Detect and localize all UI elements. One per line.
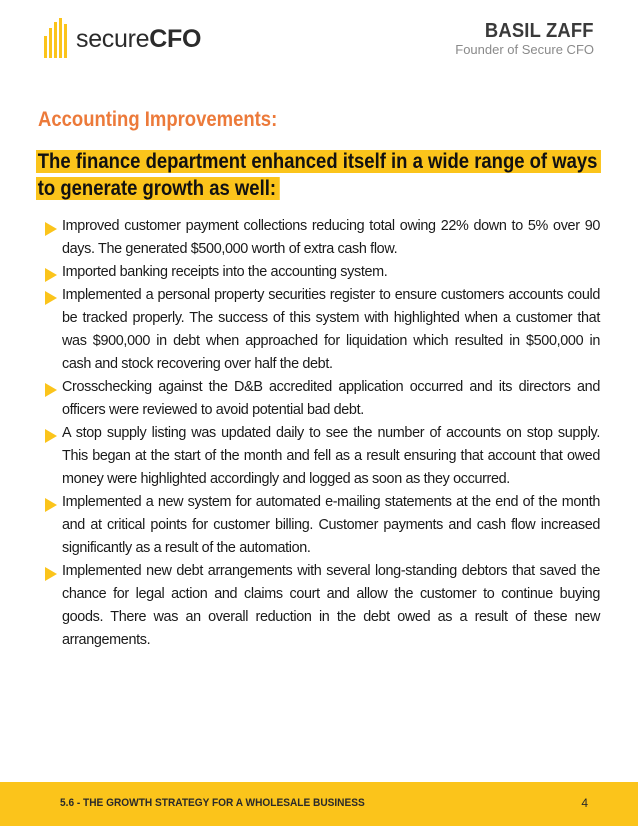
author-name: BASIL ZAFF	[485, 20, 594, 42]
page-footer	[0, 782, 638, 826]
triangle-bullet-icon	[45, 567, 57, 581]
triangle-bullet-icon	[45, 268, 57, 282]
logo-text-regular: secure	[76, 24, 150, 53]
list-item	[44, 491, 600, 560]
list-item-text: Improved customer payment collections reducing total owing 22% down to 5% over 90 days. The generated $500,000 worth of extra cash flow.	[62, 218, 600, 257]
securecfo-logo	[44, 18, 201, 60]
triangle-bullet-icon	[45, 291, 57, 305]
list-item	[44, 422, 600, 491]
logo-bars-icon	[44, 18, 70, 60]
triangle-bullet-icon	[45, 222, 57, 236]
footer-title: 5.6 - THE GROWTH STRATEGY FOR A WHOLESALE BUSINESS	[60, 797, 365, 809]
author-block	[455, 20, 594, 58]
list-item-text: Crosschecking against the D&B accredited application occurred and its directors and officers were reviewed to avoid potential bad debt.	[62, 379, 600, 418]
list-item-text: A stop supply listing was updated daily to see the number of accounts on stop supply. This began at the start of the month and fell as a result ensuring that account that owed money were highlighted accordingly and logged as soon as they occurred.	[62, 425, 600, 487]
logo-text-bold: CFO	[149, 24, 202, 53]
author-role: Founder of Secure CFO	[455, 42, 594, 57]
triangle-bullet-icon	[45, 429, 57, 443]
list-item	[44, 376, 600, 422]
list-item-text: Implemented a personal property securities register to ensure customers accounts could be tracked properly. The success of this system with highlighted when a customer that was $900,000 in debt when approached for liquidation which resulted in $500,000 in cash and stock recovering over half the debt.	[62, 287, 600, 372]
page-number: 4	[581, 796, 588, 810]
triangle-bullet-icon	[45, 383, 57, 397]
section-title: Accounting Improvements:	[38, 108, 278, 131]
improvements-list	[44, 215, 600, 652]
list-item-text: Implemented a new system for automated e-mailing statements at the end of the month and at critical points for customer billing. Customer payments and cash flow increased significantly as a result of the automation.	[62, 494, 600, 556]
logo-wordmark	[76, 24, 202, 53]
list-item-text: Implemented new debt arrangements with several long-standing debtors that saved the chance for legal action and claims court and allow the customer to continue buying goods. There was an overall reduction in the debt owed as a result of these new arrangements.	[62, 563, 600, 648]
list-item	[44, 261, 600, 284]
lead-statement	[36, 148, 616, 202]
list-item	[44, 284, 600, 376]
lead-highlight-text: The finance department enhanced itself in a wide range of ways to generate growth as well:	[36, 150, 601, 200]
triangle-bullet-icon	[45, 498, 57, 512]
list-item	[44, 215, 600, 261]
list-item	[44, 560, 600, 652]
list-item-text: Imported banking receipts into the accounting system.	[62, 264, 388, 280]
